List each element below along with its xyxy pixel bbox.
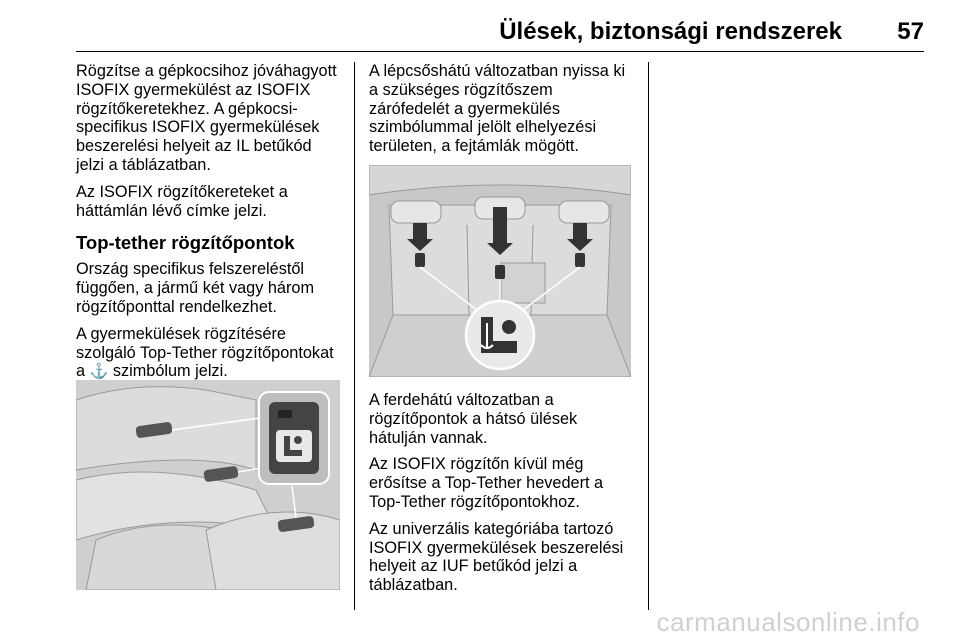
- paragraph-text: A gyermekülések rögzítésére szolgáló Top-Tether rögzítőpontokat a: [76, 324, 334, 381]
- watermark: carmanualsonline.info: [656, 607, 920, 637]
- trunk-drawing: [369, 165, 631, 377]
- seat-back-drawing: [76, 380, 340, 590]
- column-divider: [354, 62, 355, 610]
- paragraph-text: szimbólum jelzi.: [112, 362, 228, 381]
- paragraph: A ferdehátú változatban a rögzítőpontok a hátsó ülések hátulján vannak.: [369, 391, 578, 447]
- paragraph: Az univerzális kategóriába tartozó ISOFIX gyermekülések beszerelési helyeit az IUF betűkód jelzi a táblázatban.: [369, 519, 624, 595]
- column-middle-lower: [369, 391, 637, 603]
- header-rule: [76, 51, 924, 52]
- child-seat-symbol-icon: [276, 430, 312, 462]
- column-divider: [648, 62, 649, 610]
- paragraph: [76, 325, 342, 382]
- column-middle: [369, 62, 637, 164]
- paragraph: Ország specifikus felszereléstől függően, a jármű két vagy három rögzítőponttal rendelkezhet.: [76, 260, 315, 316]
- section-heading: Top-tether rögzítőpontok: [76, 232, 295, 254]
- column-left: [76, 62, 342, 390]
- paragraph: Az ISOFIX rögzítőn kívül még erősítse a Top-Tether hevedert a Top-Tether rögzítőpontokhoz.: [369, 455, 604, 511]
- trunk-illustration: [369, 165, 631, 377]
- child-seat-anchor-icon: ⚓: [89, 363, 109, 381]
- paragraph: Rögzítse a gépkocsihoz jóváhagyott ISOFIX gyermekülést az ISOFIX rögzítőkeretekhez. A gépkocsi-specifikus ISOFIX gyermekülések beszerelési helyeit az IL betűkód jelzi a táblázatban.: [76, 62, 337, 174]
- header-title: Ülések, biztonsági rendszerek: [499, 18, 842, 45]
- paragraph: A lépcsőshátú változatban nyissa ki a szükséges rögzítőszem zárófedelét a gyermekülés szimbólummal jelölt elhelyezési területen, a fejtámlák mögött.: [369, 62, 626, 156]
- page-number: 57: [897, 18, 924, 45]
- paragraph: Az ISOFIX rögzítőkereteket a háttámlán lévő címke jelzi.: [76, 182, 288, 220]
- seat-back-illustration: [76, 380, 340, 590]
